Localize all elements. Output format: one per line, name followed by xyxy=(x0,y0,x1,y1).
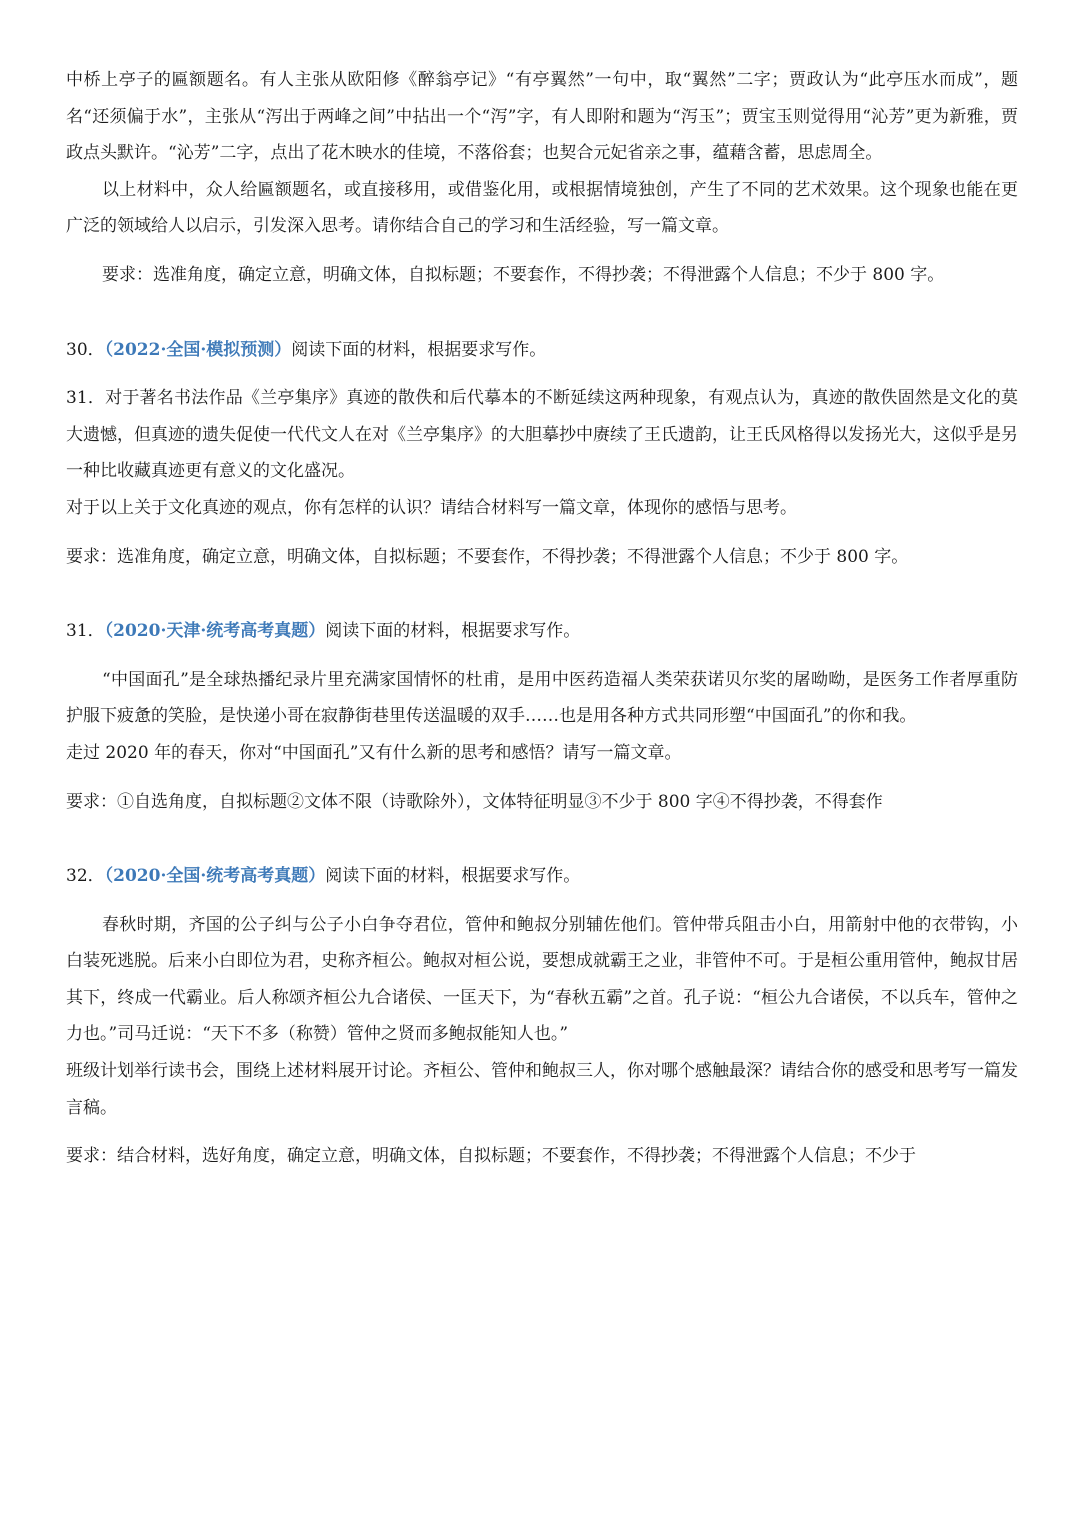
question-30-prompt: 对于以上关于文化真迹的观点，你有怎样的认识？请结合材料写一篇文章，体现你的感悟与思考。 xyxy=(66,497,797,518)
question-number: 30． xyxy=(66,339,105,360)
question-source: （2020·全国·统考高考真题） xyxy=(104,866,326,887)
intro-requirement: 要求：选准角度，确定立意，明确文体，自拟标题；不要套作，不得抄袭；不得泄露个人信息；不少于 800 字。 xyxy=(102,264,945,285)
question-32-header xyxy=(66,858,1018,895)
question-number: 31． xyxy=(66,621,105,642)
question-source: （2022·全国·模拟预测） xyxy=(104,339,292,360)
question-number: 32． xyxy=(66,866,105,887)
question-instruction: 阅读下面的材料，根据要求写作。 xyxy=(325,866,581,887)
question-32-requirement: 要求：结合材料，选好角度，确定立意，明确文体，自拟标题；不要套作，不得抄袭；不得泄露个人信息；不少于 xyxy=(66,1146,916,1167)
question-31-prompt: 走过 2020 年的春天，你对“中国面孔”又有什么新的思考和感悟？请写一篇文章。 xyxy=(66,742,682,763)
question-instruction: 阅读下面的材料，根据要求写作。 xyxy=(325,621,581,642)
question-32-material: 春秋时期，齐国的公子纠与公子小白争夺君位，管仲和鲍叔分别辅佐他们。管仲带兵阻击小白，用箭射中他的衣带钩，小白装死逃脱。后来小白即位为君，史称齐桓公。鲍叔对桓公说，要想成就霸王之业，非管仲不可。于是桓公重用管仲，鲍叔甘居其下，终成一代霸业。后人称颂齐桓公九合诸侯、一匡天下，为“春秋五霸”之首。孔子说：“桓公九合诸侯，不以兵车，管仲之力也。”司马迁说：“天下不多（称赞）管仲之贤而多鲍叔能知人也。” xyxy=(66,914,1018,1045)
question-31-header xyxy=(66,613,1018,650)
question-31-material: “中国面孔”是全球热播纪录片里充满家国情怀的杜甫，是用中医药造福人类荣获诺贝尔奖的屠呦呦，是医务工作者厚重防护服下疲惫的笑脸，是快递小哥在寂静街巷里传送温暖的双手……也是用各种方式共同形塑“中国面孔”的你和我。 xyxy=(66,669,1018,727)
question-instruction: 阅读下面的材料，根据要求写作。 xyxy=(291,339,547,360)
intro-material: 中桥上亭子的匾额题名。有人主张从欧阳修《醉翁亭记》“有亭翼然”一句中，取“翼然”二字；贾政认为“此亭压水而成”，题名“还须偏于水”，主张从“泻出于两峰之间”中拈出一个“泻”字，有人即附和题为“泻玉”；贾宝玉则觉得用“沁芳”更为新雅，贾政点头默许。“沁芳”二字，点出了花木映水的佳境，不落俗套；也契合元妃省亲之事，蕴藉含蓄，思虑周全。 xyxy=(66,70,1018,164)
question-30-header xyxy=(66,332,1018,369)
question-30-material: 31．对于著名书法作品《兰亭集序》真迹的散佚和后代摹本的不断延续这两种现象，有观点认为，真迹的散佚固然是文化的莫大遗憾，但真迹的遗失促使一代代文人在对《兰亭集序》的大胆摹抄中赓续了王氏遗韵，让王氏风格得以发扬光大，这似乎是另一种比收藏真迹更有意义的文化盛况。 xyxy=(66,388,1018,482)
question-31-requirement: 要求：①自选角度，自拟标题②文体不限（诗歌除外），文体特征明显③不少于 800 字④不得抄袭，不得套作 xyxy=(66,791,883,812)
question-30-requirement: 要求：选准角度，确定立意，明确文体，自拟标题；不要套作，不得抄袭；不得泄露个人信息；不少于 800 字。 xyxy=(66,546,909,567)
question-32-prompt: 班级计划举行读书会，围绕上述材料展开讨论。齐桓公、管仲和鲍叔三人，你对哪个感触最深？请结合你的感受和思考写一篇发言稿。 xyxy=(66,1061,1018,1118)
intro-prompt: 以上材料中，众人给匾额题名，或直接移用，或借鉴化用，或根据情境独创，产生了不同的艺术效果。这个现象也能在更广泛的领域给人以启示，引发深入思考。请你结合自己的学习和生活经验，写一篇文章。 xyxy=(66,179,1018,237)
document-page xyxy=(66,62,1018,1175)
question-source: （2020·天津·统考高考真题） xyxy=(104,621,326,642)
